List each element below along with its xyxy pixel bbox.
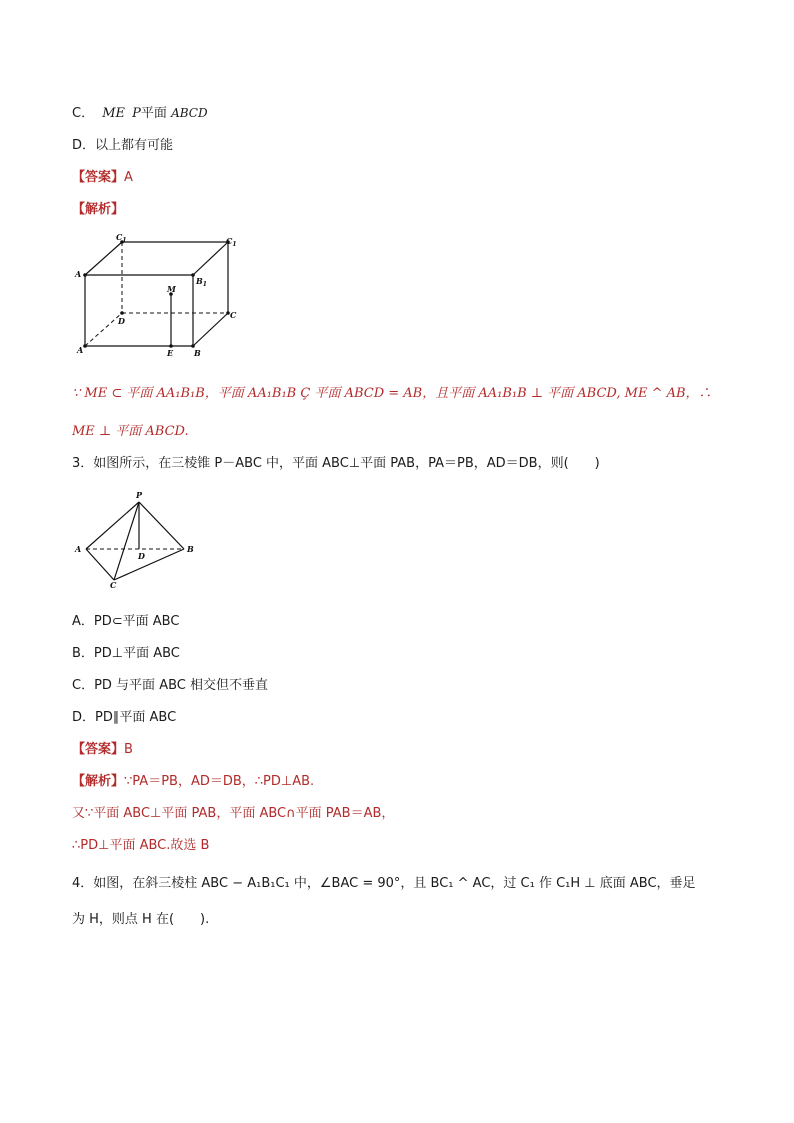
q2-reason-line1: ∵ ME ⊂ 平面 AA₁B₁B，平面 AA₁B₁B Ç 平面 ABCD = AB，且平面 AA₁B₁B ⊥ 平面 ABCD, ME ^ AB，∴ xyxy=(72,386,712,401)
q4-stem-line2: 为 H，则点 H 在( ). xyxy=(72,912,210,927)
q2-analysis-tag xyxy=(72,198,124,217)
q4-stem-line1: 4．如图，在斜三棱柱 ABC − A₁B₁C₁ 中，∠BAC = 90°，且 BC₁ ^ AC，过 C₁ 作 C₁H ⊥ 底面 ABC，垂足 xyxy=(72,876,696,891)
point-a1 xyxy=(83,273,87,277)
q2-option-c-expr: ME xyxy=(102,106,126,121)
q2-option-c-text: 平面 xyxy=(140,106,167,121)
label-b: B xyxy=(194,348,201,358)
label-c1-top: $C_1$ xyxy=(116,232,127,244)
label-c1-right: $C_1$ xyxy=(226,236,237,248)
q3-analysis-line2: 又∵平面 ABC⊥平面 PAB，平面 ABC∩平面 PAB＝AB， xyxy=(72,806,395,821)
q2-option-c-plane: ABCD xyxy=(171,106,208,120)
label-c: C xyxy=(110,580,117,588)
q3-option-c: C．PD 与平面 ABC 相交但不垂直 xyxy=(72,678,268,693)
point-d xyxy=(120,311,124,315)
q2-box-figure xyxy=(70,228,250,363)
label-p: P xyxy=(136,490,143,500)
q2-option-d: D．以上都有可能 xyxy=(72,138,174,153)
label-d: D xyxy=(138,551,145,561)
label-a1: A xyxy=(75,269,82,279)
q2-answer-value: A xyxy=(124,170,133,185)
q3-option-a: A．PD⊂平面 ABC xyxy=(72,614,180,629)
q3-option-b: B．PD⊥平面 ABC xyxy=(72,646,180,661)
q3-analysis-line3: ∴PD⊥平面 ABC.故选 B xyxy=(72,838,210,853)
q3-answer-value: B xyxy=(124,742,133,757)
point-b1 xyxy=(191,273,195,277)
q2-option-c xyxy=(72,102,208,121)
label-a: A xyxy=(75,544,82,554)
q2-answer xyxy=(72,166,133,185)
edge-a1-c1 xyxy=(85,242,122,275)
q3-analysis-tag: 【解析】 xyxy=(72,774,125,789)
edge-b-c xyxy=(193,313,228,346)
point-a xyxy=(83,344,87,348)
label-b: B xyxy=(187,544,194,554)
label-c: C xyxy=(230,310,237,320)
q2-option-c-label: C． xyxy=(72,106,95,121)
label-d: D xyxy=(118,316,125,326)
q3-pyramid-figure xyxy=(72,488,207,588)
edge-pb xyxy=(139,502,184,549)
q3-answer-tag: 【答案】 xyxy=(72,742,125,757)
q3-analysis-text1: ∵PA＝PB，AD＝DB，∴PD⊥AB. xyxy=(124,774,315,789)
q3-option-d: D．PD∥平面 ABC xyxy=(72,710,177,725)
q2-answer-tag: 【答案】 xyxy=(72,170,125,185)
label-m: M xyxy=(167,284,176,294)
edge-a-d-hidden xyxy=(85,313,122,346)
label-a: A xyxy=(77,345,84,355)
q3-analysis-line1 xyxy=(72,770,314,789)
q2-reason-line2: ME ⊥ 平面 ABCD. xyxy=(72,424,189,439)
q3-stem: 3．如图所示，在三棱锥 P－ABC 中，平面 ABC⊥平面 PAB，PA＝PB，AD＝DB，则( ) xyxy=(72,456,600,471)
label-e: E xyxy=(167,348,174,358)
q2-analysis-tag-text: 【解析】 xyxy=(72,202,125,217)
label-b1: $B_1$ xyxy=(196,276,207,288)
edge-cb xyxy=(114,549,184,580)
q2-option-c-sym: P xyxy=(132,106,141,121)
q3-answer xyxy=(72,738,133,757)
edge-ac xyxy=(86,549,114,580)
edge-b1-c1 xyxy=(193,242,228,275)
